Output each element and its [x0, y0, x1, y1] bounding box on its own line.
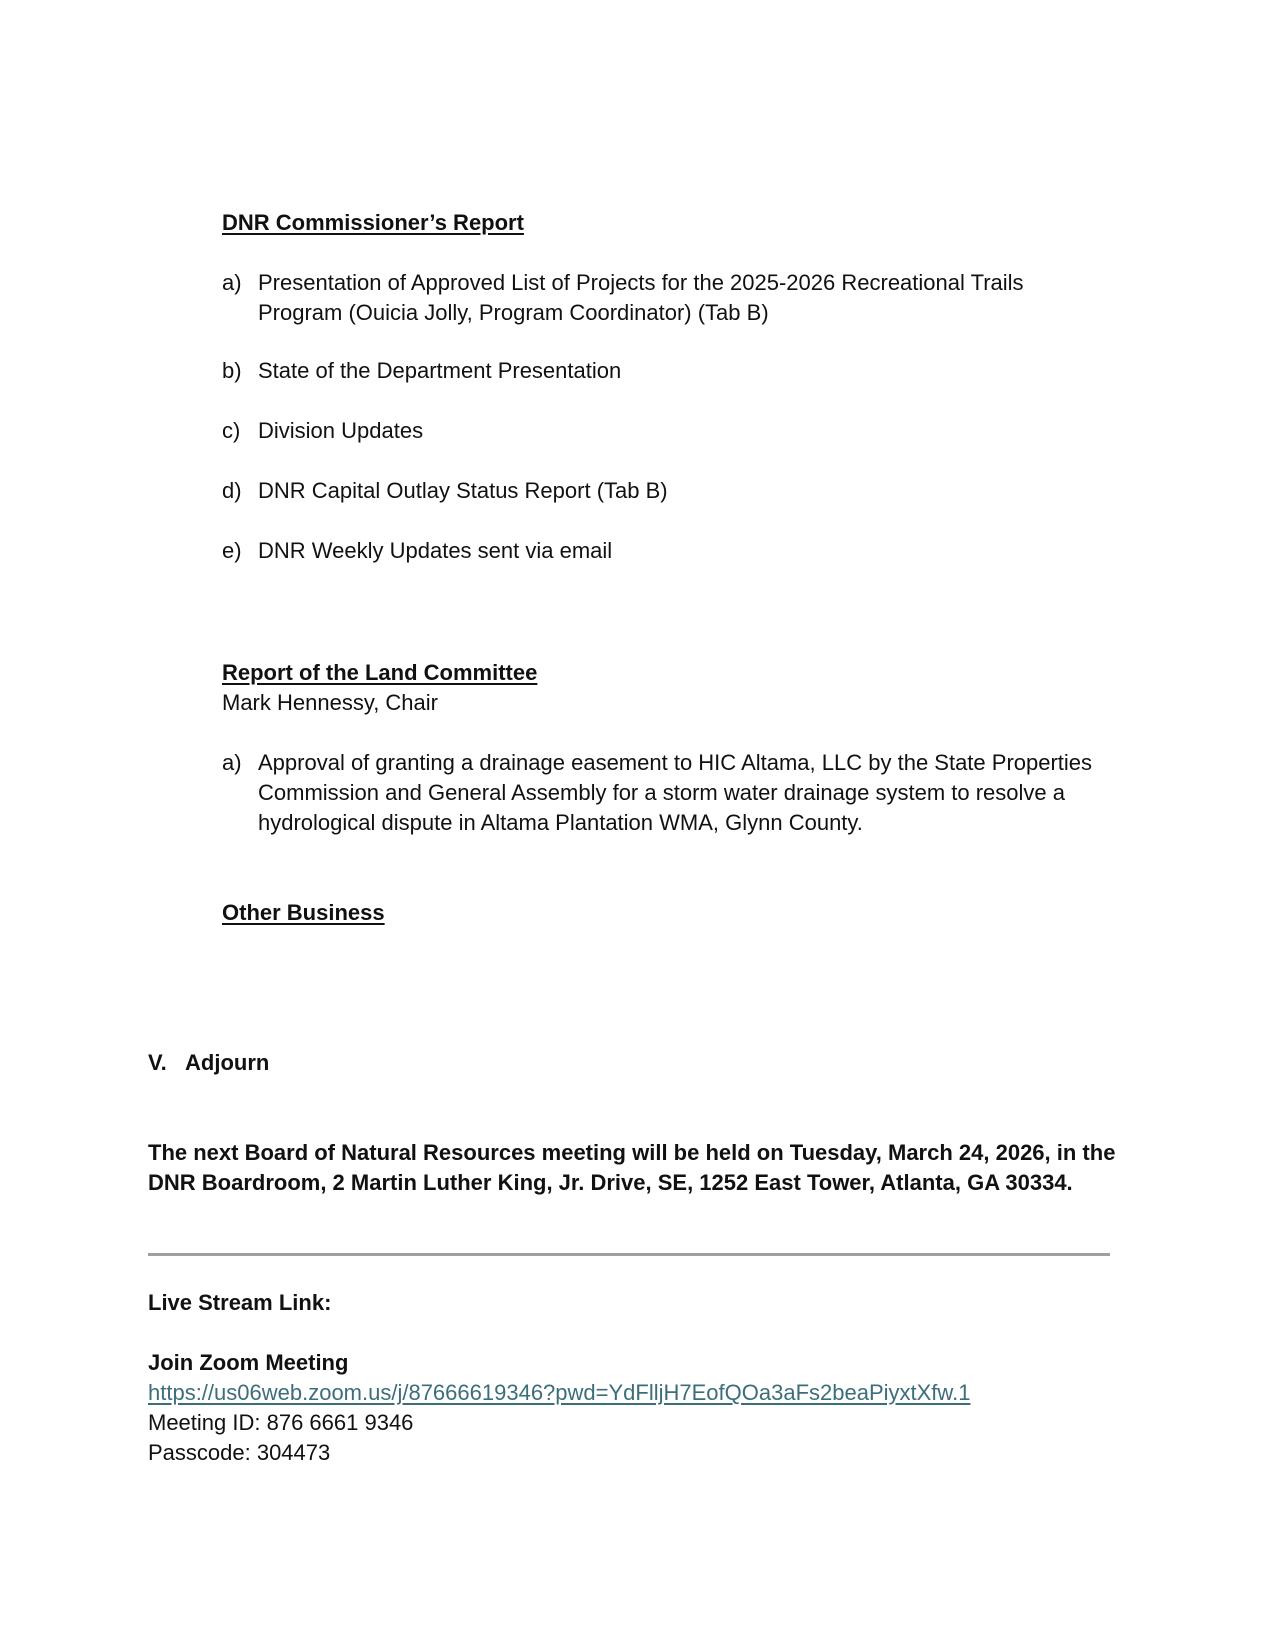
other-business-heading: Other Business [222, 900, 385, 925]
list-item-line: Presentation of Approved List of Projects for the 2025-2026 Recreational Trails [258, 270, 1024, 295]
list-item-letter: a) [222, 750, 242, 775]
list-item-letter: d) [222, 478, 242, 503]
list-item-letter: c) [222, 418, 241, 443]
list-item-text: DNR Capital Outlay Status Report (Tab B) [258, 478, 668, 503]
live-stream-label: Live Stream Link: [148, 1290, 332, 1315]
list-item-letter: a) [222, 270, 242, 295]
land-committee-heading: Report of the Land Committee [222, 660, 538, 685]
list-item-line: Approval of granting a drainage easement to HIC Altama, LLC by the State Properties [258, 750, 1093, 775]
list-item-line: Commission and General Assembly for a storm water drainage system to resolve a [258, 780, 1065, 805]
next-meeting-line: DNR Boardroom, 2 Martin Luther King, Jr. Drive, SE, 1252 East Tower, Atlanta, GA 30334. [148, 1170, 1073, 1195]
commissioner-report-heading: DNR Commissioner’s Report [222, 210, 524, 235]
list-item-letter: b) [222, 358, 242, 383]
list-item [222, 416, 1122, 446]
zoom-meeting-link[interactable]: https://us06web.zoom.us/j/87666619346?pwd=YdFlljH7EofQOa3aFs2beaPiyxtXfw.1 [148, 1380, 971, 1405]
list-item [222, 748, 1122, 838]
list-item-line: hydrological dispute in Altama Plantation WMA, Glynn County. [258, 810, 863, 835]
next-meeting-notice [148, 1138, 1128, 1198]
adjourn-number: V. [148, 1050, 167, 1075]
list-item-letter: e) [222, 538, 242, 563]
list-item-line: Program (Ouicia Jolly, Program Coordinator) (Tab B) [258, 300, 769, 325]
zoom-meeting-title: Join Zoom Meeting [148, 1350, 349, 1375]
list-item [222, 536, 1122, 566]
list-item-text [258, 268, 1118, 328]
list-item-text [258, 748, 1118, 838]
next-meeting-line: The next Board of Natural Resources meeting will be held on Tuesday, March 24, 2026, in the [148, 1140, 1116, 1165]
list-item [222, 268, 1122, 328]
list-item-text: DNR Weekly Updates sent via email [258, 538, 613, 563]
adjourn-label: Adjourn [185, 1050, 270, 1075]
list-item-text: Division Updates [258, 418, 424, 443]
list-item [222, 476, 1122, 506]
horizontal-divider [148, 1253, 1110, 1256]
land-committee-chair: Mark Hennessy, Chair [222, 690, 438, 715]
meeting-id: Meeting ID: 876 6661 9346 [148, 1410, 414, 1435]
passcode: Passcode: 304473 [148, 1440, 331, 1465]
list-item [222, 356, 1122, 386]
zoom-meeting-block [148, 1348, 1128, 1468]
list-item-text: State of the Department Presentation [258, 358, 622, 383]
